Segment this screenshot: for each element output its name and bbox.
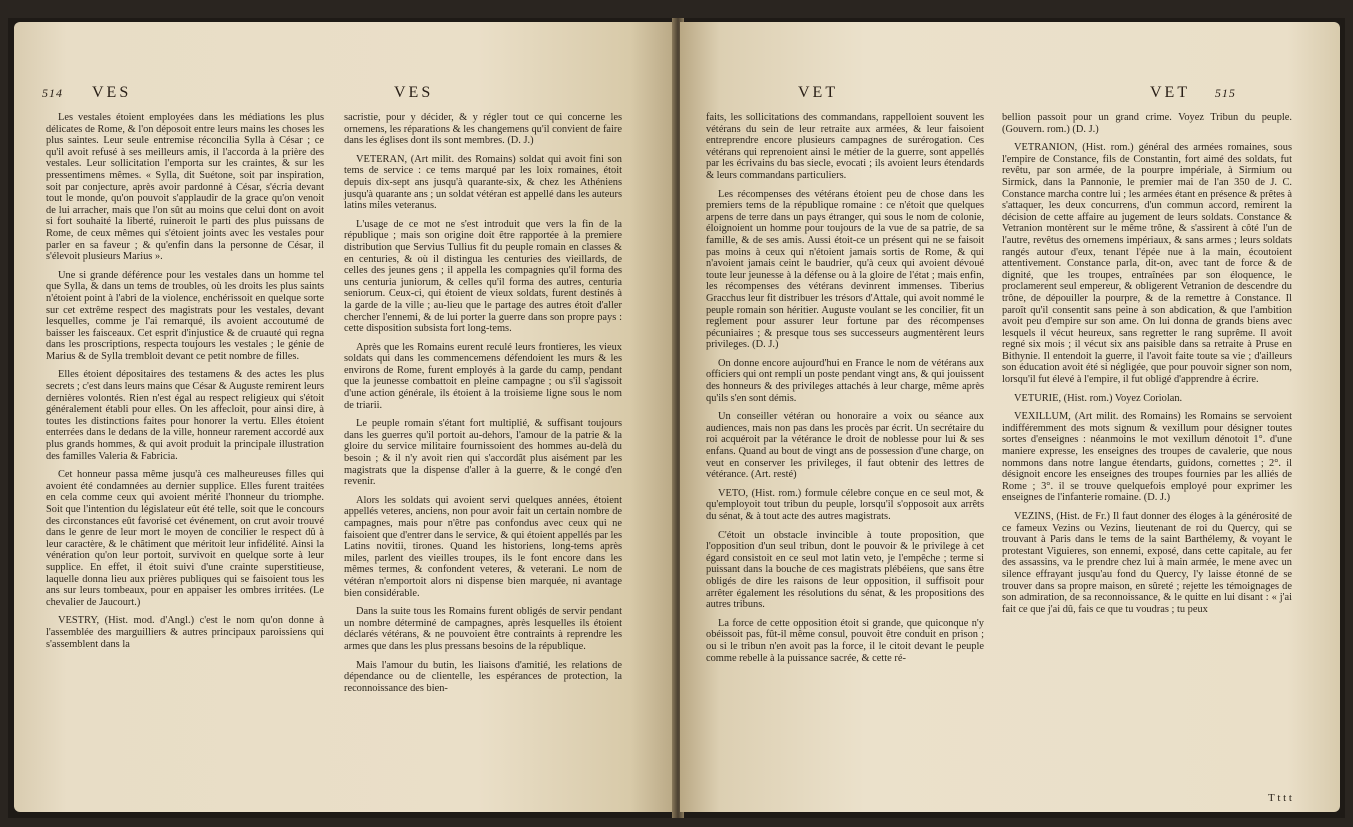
left-page-number: 514 bbox=[42, 86, 63, 100]
paragraph: C'étoit un obstacle invincible à toute proposition, que l'opposition d'un seul tribun, dont le pouvoir & le privilege à cet égard consistoit en ce seul mot latin veto, je l'empêche ; terme si puissant dans la bouche de ces magistrats plébéiens, que sans être obligés de dire les raisons de leur opposition, il suffisoit pour arrêter également les résolutions du sénat, & les propositions des autres tribuns. bbox=[706, 529, 984, 611]
paragraph: sacristie, pour y décider, & y régler tout ce qui concerne les ornemens, les réparations & les changemens qu'il convient de faire dans les églises dont ils sont membres. (D. J.) bbox=[344, 112, 622, 147]
signature-mark: T t t t bbox=[1268, 792, 1292, 804]
paragraph: VETERAN, (Art milit. des Romains) soldat qui avoit fini son tems de service : ce tems marqué par les loix romaines, étoit depuis dix-sept ans jusqu'à quarante-six, & chez les Athéniens jusqu'à quarante ans ; un soldat vétéran est appellé dans les auteurs latins miles veteranus. bbox=[344, 153, 623, 212]
paragraph: Elles étoient dépositaires des testamens & des actes les plus secrets ; c'est dans leurs mains que César & Auguste remirent leurs dernières volontés. Rien n'est égal au respect religieux qui s'étoit généralement établi pour elles. On les affecloit, pour ainsi dire, à toutes les distinctions faites pour honorer la vertu. Elles étoient enterrées dans le dedans de la ville, honneur rarement accordé aux plus grands hommes, & qui avoit produit la principale illustration des familles Valeria & Fabricia. bbox=[46, 369, 325, 462]
paragraph: Un conseiller vétéran ou honoraire a voix ou séance aux audiences, mais non pas dans les procès par écrit. Un secrétaire du roi acquéroit par la vétérance le droit de noblesse pour lui & ses enfans. Quand au bout de vingt ans de possession d'une charge, on veut en conserver les privileges, il faut obtenir des lettres de vétérance. (Art. resté) bbox=[706, 411, 984, 481]
left-column-2 bbox=[344, 112, 622, 701]
paragraph: VETURIE, (Hist. rom.) Voyez Coriolan. bbox=[1014, 392, 1183, 404]
right-header-word-2: VET bbox=[1150, 84, 1190, 101]
right-column-1 bbox=[706, 112, 984, 671]
paragraph: Mais l'amour du butin, les liaisons d'amitié, les relations de dépendance ou de clientelle, les espérances de protection, la reconnoissance des bien- bbox=[344, 659, 622, 694]
left-header-word-1: VES bbox=[92, 84, 132, 101]
right-header-word-1: VET bbox=[798, 84, 839, 101]
paragraph: Alors les soldats qui avoient servi quelques années, étoient appellés veteres, anciens, non pour avoir fait un certain nombre de campagnes, mais pour n'être pas confondus avec ceux qui ne faisoient que d'entrer dans le service, & qui étoient appellés par les Latins novitii, tirones. Quand les historiens, long-tems après miles, parlent des vieilles troupes, ils le font encore dans les mêmes termes, & confondent veteres, & veterani. Le nom de vétéran n'emportoit alors ni dispense bien marquée, ni avantage bien considérable. bbox=[344, 494, 622, 599]
paragraph: Les vestales étoient employées dans les médiations les plus délicates de Rome, & l'on déposoit entre leurs mains les choses les plus saintes. Leur seule entremise réconcilia Sylla à César ; ce qu'il avoit refusé à ses meilleurs amis, il l'accorda à la prière des vestales. Leur sollicitation l'emporta sur les craintes, & sur les pressentimens mêmes. « Sylla, dit Suétone, soit par inspiration, soit par conjecture, après avoir pardonné à César, s'écria devant tout le monde, qu'on pouvoit s'applaudir de la grace qu'on venoit de lui arracher, mais que l'on sût au moins que celui dont on avoit si fort souhaité la liberté, ruineroit le parti des plus puissans de Rome, de ceux mêmes qui s'étoient joints avec les vestales pour parler en sa faveur ; & qu'enfin dans la personne de César, il s'élevoit plusieurs Marius ». bbox=[46, 112, 324, 263]
paragraph: VEZINS, (Hist. de Fr.) Il faut donner des éloges à la générosité de ce fameux Vezins ou Vezins, lieutenant de roi du Quercy, qui se trouvant à Paris dans le tems de la saint Barthélemy, & voyant le protestant Viguieres, son ennemi, exposé, dans cette capitale, au fer des assassins, va le prendre chez lui à main armée, le mene avec un silence effrayant jusqu'au fond du Quercy, l'y laisse étonné de se trouver dans sa propre maison, en sûreté ; rejette les témoignages de son admiration, de sa reconnoissance, & le quitte en lui disant : « j'ai fait ce que j'ai dû, fais ce que tu voudras ; tu peux bbox=[1002, 511, 1292, 615]
paragraph: bellion passoit pour un grand crime. Voyez Tribun du peuple. (Gouvern. rom.) (D. J.) bbox=[1002, 112, 1292, 135]
paragraph: Après que les Romains eurent reculé leurs frontieres, les vieux soldats qui dans les commencemens défendoient les murs & les environs de Rome, furent employés à la garde du camp, pendant que la jeunesse combattoit en pleine campagne ; ou s'il s'agissoit d'une action générale, ils étoient à la troisieme ligne sous le nom de triarii. bbox=[344, 341, 622, 411]
paragraph: La force de cette opposition étoit si grande, que quiconque n'y obéissoit pas, fût-il même consul, pouvoit être conduit en prison ; ou si le tribun n'en avoit pas la force, il le citoit devant le peuple comme rebelle à la puissance sacrée, & cette ré- bbox=[706, 617, 984, 664]
right-page-number-header bbox=[1150, 84, 1236, 102]
left-header-word-2: VES bbox=[394, 84, 434, 101]
paragraph: VEXILLUM, (Art milit. des Romains) les Romains se servoient indifféremment des mots signum & vexillum pour désigner toutes sortes d'enseignes : néanmoins le mot vexillum dénotoit 1°. d'une maniere expresse, les enseignes des troupes de cavalerie, que nous nommons dans notre langue étendarts, guidons, cornettes ; 2°. il désignoit encore les enseignes des troupes fournies par les alliés de Rome ; 3°. il se trouve quelquefois employé pour exprimer les enseignes de l'infanterie romaine. (D. J.) bbox=[1002, 411, 1292, 504]
paragraph: Une si grande déférence pour les vestales dans un homme tel que Sylla, & dans un tems de troubles, où les droits les plus saints n'étoient point à l'abri de la violence, enchérissoit en quelque sorte sur cet extrême respect des magistrats pour les vestales, devant lesquelles, comme je l'ai remarqué, ils avoient accoutumé de baisser les faisceaux. Cet esprit d'injustice & de cruauté qui regna dans les proscriptions, respecta toujours les vestales ; le génie de Marius & de Sylla trembloit devant ce petit nombre de filles. bbox=[46, 269, 324, 362]
paragraph: Cet honneur passa même jusqu'à ces malheureuses filles qui avoient été condamnées au dernier supplice. Elles furent traitées en cela comme ceux qui avoient mérité l'honneur du triomphe. Soit que l'intention du législateur eût été telle, soit que le concours des circonstances eût favorisé cet événement, on crut avoir trouvé dans le genre de leur mort le moyen de concilier le respect dû à leur caractère, & le châtiment que méritoit leur infidélité. Ainsi la vénération qu'on leur portoit, survivoit en quelque sorte à leur supplice. En effet, il étoit suivi d'une crainte superstitieuse, laquelle donna lieu aux prières publiques qui se faisoient tous les ans sur leurs tombeaux, pour en appaiser les ombres irritées. (Le chevalier de Jaucourt.) bbox=[46, 469, 324, 608]
paragraph: Le peuple romain s'étant fort multiplié, & suffisant toujours dans les guerres qu'il portoit au-dehors, l'amour de la patrie & la gloire du service militaire fournissoient des hommes au-delà du besoin ; & il n'y avoit rien qui s'accordât plus aisément par les magistrats que la dispense d'aller à la guerre, & le congé d'en revenir. bbox=[344, 418, 622, 488]
paragraph: Les récompenses des vétérans étoient peu de chose dans les premiers tems de la république romaine : ce n'étoit que quelques arpens de terre dans un pays étranger, qui sous le nom de colonie, éloignoient un homme pour toujours de la vue de sa patrie, de sa famille, & de ses amis. Aussi étoit-ce un présent qui ne se faisoit pas moins à ceux qui n'étoient jamais sortis de Rome, & qui n'avoient jamais ceint le baudrier, qu'à ceux qui avoient dévoué toute leur jeunesse à la défense ou à la gloire de l'état ; mais enfin, les récompenses des vétérans devinrent immenses. Tiberius Gracchus leur fit distribuer les trésors d'Attale, qui avoit nommé le peuple romain son héritier. Auguste voulant se les concilier, fit un reglement pour assurer leur fortune par des récompenses pécuniaires ; & presque tous ses successeurs augmentèrent leurs privileges. (D. J.) bbox=[706, 188, 984, 351]
paragraph: L'usage de ce mot ne s'est introduit que vers la fin de la république ; mais son origine doit être rapportée à la premiere distribution que Servius Tullius fit du peuple romain en classes & en centuries, & où il distingua les centuries des vieillards, de celles des jeunes gens ; il appella les compagnies qu'il forma des uns centuria juniorum, & celles qu'il forma des autres, centuria seniorum. Ceux-ci, qui étoient de vieux soldats, furent destinés à la garde de la ville ; au-lieu que le partage des autres étoit d'aller chercher l'ennemi, & de lui porter la guerre dans son propre pays : cette disposition subsista fort long-tems. bbox=[344, 218, 622, 335]
right-page bbox=[680, 22, 1340, 812]
paragraph: VETRANION, (Hist. rom.) général des armées romaines, sous l'empire de Constance, fils de Constantin, fort aimé des soldats, fut revêtu, par son armée, de la pourpre impériale, à Sirmium ou Sirmick, dans la Pannonie, le premier mai de l'an 350 de J. C. Constance marcha contre lui ; les armées étant en présence & prêtes à s'attaquer, les deux concurrens, d'un commun accord, remirent la décision de cette affaire au jugement de leurs soldats. Constance & Vetranion montèrent sur le même trône, & s'assirent à côté l'un de l'autre, revêtus des ornemens impériaux, & sans armes ; leurs soldats rangés autour d'eux, tenant l'épée nue à la main, écoutoient attentivement. Constance parla, dit-on, avec tant de force & de dignité, que les troupes, entraînées par son éloquence, le proclamerent seul empereur, & obligerent Vetranion de descendre du trône, de dépouiller la pourpre, & de la remettre à Constance. Il paroît qu'il consentit sans peine à son abdication, & que l'ambition avoit peu d'empire sur son ame. On lui donna de grands biens avec lesquels il vécut heureux, sans regretter le rang suprême. Il avoit regné six mois ; il vécut six ans paisible dans sa retraite à Pruse en Bithynie. Il entendoit la guerre, il l'avoit faite toute sa vie ; d'ailleurs son éducation avoit été si négligée, que pour pouvoir signer son nom, lorsqu'il fut élevé à l'empire, il fut obligé d'apprendre à écrire. bbox=[1002, 142, 1292, 386]
paragraph: VESTRY, (Hist. mod. d'Angl.) c'est le nom qu'on donne à l'assemblée des marguilliers & autres principaux paroissiens qui s'assemblent dans la bbox=[46, 615, 324, 650]
paragraph: faits, les sollicitations des commandans, rappelloient souvent les vétérans du sein de leur retraite aux armées, & leur faisoient entreprendre encore plusieurs campagnes de surérogation. Ces vétérans qui reprenoient ainsi le métier de la guerre, sont appellés par les écrivains du bas siecle, evocati ; ils avoient leurs étendards & leurs commandans particuliers. bbox=[706, 112, 984, 181]
left-page-number-header bbox=[42, 84, 131, 102]
right-column-2 bbox=[1002, 112, 1292, 622]
paragraph: On donne encore aujourd'hui en France le nom de vétérans aux officiers qui ont rempli un poste pendant vingt ans, & qui jouissent des honneurs & des privileges attachés à leur charge, même après qu'ils s'en sont démis. bbox=[706, 357, 985, 404]
left-column-1 bbox=[46, 112, 324, 657]
left-page bbox=[14, 22, 676, 812]
open-book bbox=[8, 18, 1345, 818]
paragraph: VETO, (Hist. rom.) formule célebre conçue en ce seul mot, & qu'employoit tout tribun du peuple, lorsqu'il s'opposoit aux arrêts du sénat, & à tout acte des autres magistrats. bbox=[706, 487, 984, 522]
right-page-number: 515 bbox=[1214, 86, 1236, 100]
paragraph: Dans la suite tous les Romains furent obligés de servir pendant un nombre déterminé de campagnes, après lesquelles ils étoient déclarés vétérans, & ne pouvoient être contraints à reprendre les armes que dans les plus pressans besoins de la république. bbox=[344, 606, 622, 652]
